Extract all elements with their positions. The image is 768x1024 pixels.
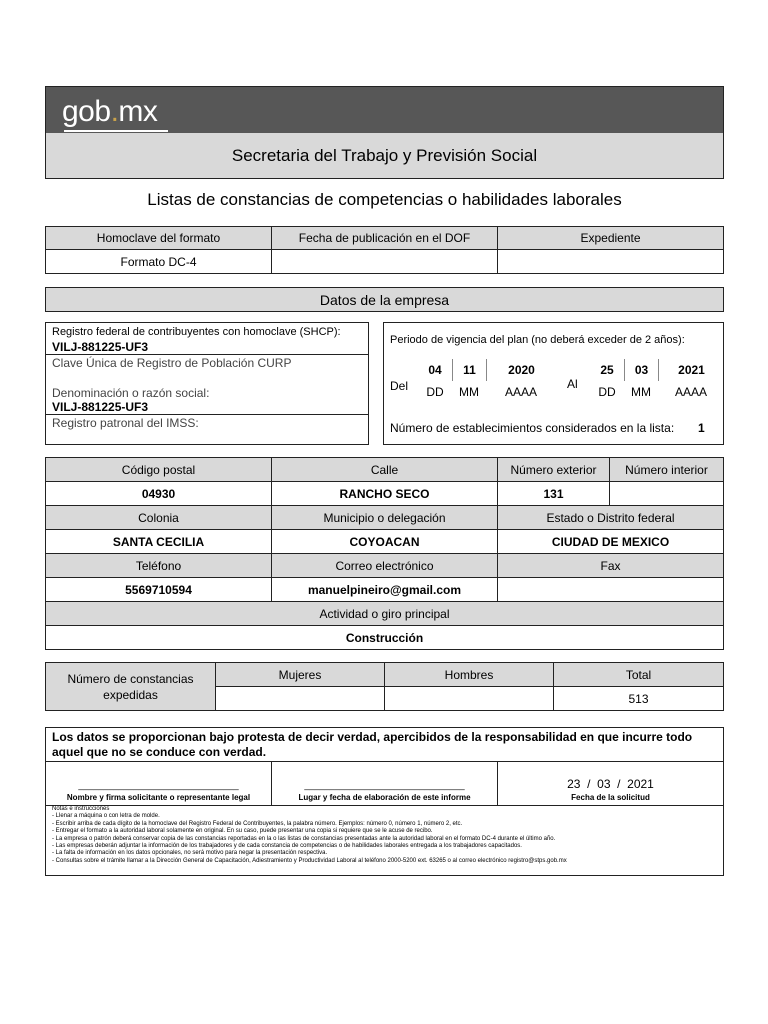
codigo-postal-header: Código postal bbox=[45, 457, 272, 482]
mujeres-value bbox=[215, 686, 385, 711]
fecha-dof-value bbox=[271, 249, 498, 274]
mujeres-header: Mujeres bbox=[215, 662, 385, 687]
firma-label: Nombre y firma solicitante o representante legal bbox=[66, 793, 251, 802]
imss-label: Registro patronal del IMSS: bbox=[52, 416, 199, 430]
del-aaaa: 2020 bbox=[486, 359, 556, 381]
razon-label: Denominación o razón social: bbox=[52, 386, 210, 400]
ministry-title: Secretaria del Trabajo y Previsión Social bbox=[46, 133, 723, 178]
nota-item: - La falta de información en los datos opcionales, no será motivo para negar la presentación respectiva. bbox=[52, 850, 328, 857]
logo-bar bbox=[46, 87, 723, 133]
divider bbox=[46, 354, 368, 355]
al-dd: 25 bbox=[600, 363, 614, 377]
logo-dot: . bbox=[110, 95, 119, 128]
nota-item: - La empresa o patrón deberá conservar copia de las constancias reportadas en la o las listas de constancias presentadas ante la autoridad laboral en el formato DC-4 durante el último año. bbox=[52, 835, 556, 842]
al-mm: 03 bbox=[624, 359, 658, 381]
fax-value bbox=[497, 577, 724, 602]
telefono-header: Teléfono bbox=[45, 553, 272, 578]
logo-gob-text: gob bbox=[62, 95, 111, 128]
homoclave-value: Formato DC-4 bbox=[45, 249, 272, 274]
fecha-dof-header: Fecha de publicación en el DOF bbox=[271, 226, 498, 250]
document-title: Listas de constancias de competencias o habilidades laborales bbox=[147, 190, 622, 209]
num-int-header: Número interior bbox=[609, 457, 724, 482]
gob-mx-logo bbox=[62, 95, 157, 129]
notas-list bbox=[52, 806, 717, 865]
estado-value: CIUDAD DE MEXICO bbox=[497, 529, 724, 554]
periodo-box bbox=[383, 322, 724, 445]
declaracion-text: Los datos se proporcionan bajo protesta de decir verdad, apercibidos de la responsabilidad en que incurre todo aquel que no se conduce con verdad. bbox=[52, 730, 693, 759]
num-int-value bbox=[609, 481, 724, 506]
lugar-label: Lugar y fecha de elaboración de este informe bbox=[298, 793, 471, 802]
nota-title: Notas e instrucciones bbox=[52, 806, 110, 812]
num-ext-value: 131 bbox=[497, 481, 610, 506]
colonia-header: Colonia bbox=[45, 505, 272, 530]
num-ext-header: Número exterior bbox=[497, 457, 610, 482]
nota-item: - Las empresas deberán adjuntar la información de los trabajadores y de cada constancia de competencias o de habilidades laborales entregada a los trabajadores capacitados. bbox=[52, 843, 522, 850]
nota-item: - Llenar a máquina o con letra de molde. bbox=[52, 813, 160, 820]
del-aaaa-label: AAAA bbox=[504, 385, 537, 399]
curp-label: Clave Única de Registro de Población CURP bbox=[52, 356, 292, 370]
razon-value: VILJ-881225-UF3 bbox=[52, 400, 149, 414]
estado-header: Estado o Distrito federal bbox=[497, 505, 724, 530]
establecimientos-value: 1 bbox=[698, 421, 705, 435]
homoclave-header: Homoclave del formato bbox=[45, 226, 272, 250]
divider bbox=[46, 761, 723, 762]
colonia-value: SANTA CECILIA bbox=[45, 529, 272, 554]
rfc-value: VILJ-881225-UF3 bbox=[52, 340, 149, 354]
total-header: Total bbox=[553, 662, 724, 687]
fecha-solicitud-value: 23 / 03 / 2021 bbox=[567, 777, 654, 791]
establecimientos-label: Número de establecimientos considerados en la lista: bbox=[390, 421, 675, 435]
del-mm-label: MM bbox=[459, 385, 479, 399]
correo-header: Correo electrónico bbox=[271, 553, 498, 578]
telefono-value: 5569710594 bbox=[45, 577, 272, 602]
nota-item: - Entregar el formato a la autoridad laboral solamente en original. En su caso, puede presentar una copia si requiere que se le acuse de recibo. bbox=[52, 828, 433, 835]
calle-header: Calle bbox=[271, 457, 498, 482]
fecha-solicitud-label: Fecha de la solicitud bbox=[571, 793, 650, 802]
al-aaaa-label: AAAA bbox=[674, 385, 707, 399]
total-value: 513 bbox=[553, 686, 724, 711]
codigo-postal-value: 04930 bbox=[45, 481, 272, 506]
declaracion-box bbox=[45, 727, 724, 876]
correo-value: manuelpineiro@gmail.com bbox=[271, 577, 498, 602]
rfc-label: Registro federal de contribuyentes con homoclave (SHCP): bbox=[52, 326, 341, 338]
datos-empresa-title: Datos de la empresa bbox=[45, 287, 724, 312]
fax-header: Fax bbox=[497, 553, 724, 578]
lugar-line: ________________________________ bbox=[304, 780, 465, 790]
al-label: Al bbox=[567, 377, 578, 391]
del-dd-label: DD bbox=[426, 385, 444, 399]
del-mm: 11 bbox=[452, 359, 486, 381]
firma-line: ________________________________ bbox=[78, 780, 239, 790]
divider bbox=[46, 414, 368, 415]
actividad-value: Construcción bbox=[45, 625, 724, 650]
municipio-header: Municipio o delegación bbox=[271, 505, 498, 530]
al-mm-label: MM bbox=[631, 385, 651, 399]
header-banner bbox=[45, 86, 724, 179]
logo-underline bbox=[64, 130, 168, 132]
nota-item: - Escribir arriba de cada dígito de la homoclave del Registro Federal de Contribuyentes, la palabra número. Ejemplos: número 0, número 1, número 2, etc. bbox=[52, 820, 463, 827]
empresa-box bbox=[45, 322, 369, 445]
del-dd: 04 bbox=[428, 363, 442, 377]
del-label: Del bbox=[390, 379, 409, 393]
expediente-value bbox=[497, 249, 724, 274]
hombres-value bbox=[384, 686, 554, 711]
al-aaaa: 2021 bbox=[658, 359, 724, 381]
logo-mx-text: mx bbox=[118, 95, 158, 128]
municipio-value: COYOACAN bbox=[271, 529, 498, 554]
calle-value: RANCHO SECO bbox=[271, 481, 498, 506]
al-dd-label: DD bbox=[598, 385, 616, 399]
nota-item: - Consultas sobre el trámite llamar a la Dirección General de Capacitación, Adiestramiento y Productividad Laboral al teléfono 2000-5200 ext. 63265 o al correo electrónico registro@stps.gob.mx bbox=[52, 857, 567, 864]
hombres-header: Hombres bbox=[384, 662, 554, 687]
periodo-label: Periodo de vigencia del plan (no deberá exceder de 2 años): bbox=[390, 334, 685, 346]
actividad-header: Actividad o giro principal bbox=[45, 601, 724, 626]
constancias-label: Número de constancias expedidas bbox=[45, 662, 216, 711]
expediente-header: Expediente bbox=[497, 226, 724, 250]
